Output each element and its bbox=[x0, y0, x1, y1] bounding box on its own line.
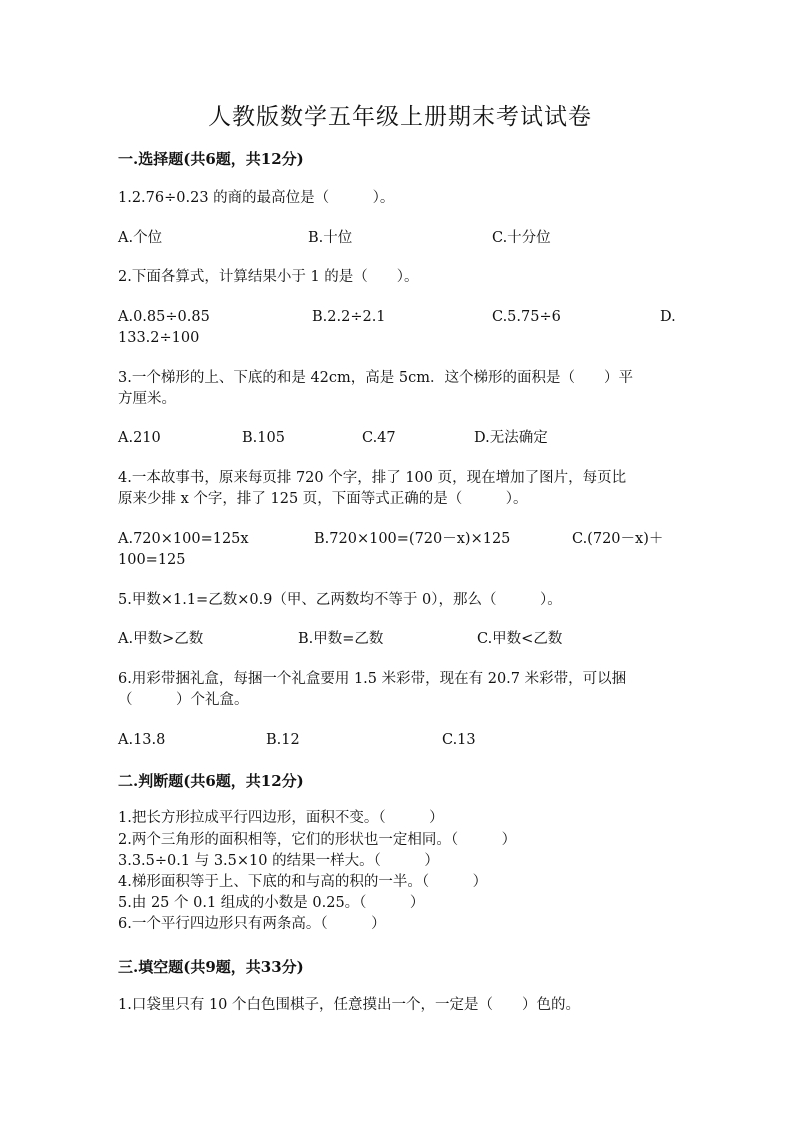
question-1-text: 1.2.76÷0.23 的商的最高位是（ ）。 bbox=[118, 190, 395, 206]
question-4-option-a: A.720×100=125x bbox=[118, 531, 249, 547]
question-1-option-c: C.十分位 bbox=[492, 230, 551, 246]
question-6-option-a: A.13.8 bbox=[118, 732, 166, 748]
question-2-option-b: B.2.2÷2.1 bbox=[312, 309, 386, 325]
question-3-text-line2: 方厘米。 bbox=[118, 391, 176, 407]
question-3-option-c: C.47 bbox=[362, 430, 396, 446]
judgement-item-1: 1.把长方形拉成平行四边形，面积不变。（ ） bbox=[118, 810, 444, 826]
question-6-option-c: C.13 bbox=[442, 732, 476, 748]
section-heading-fill-blank: 三.填空题(共9题，共33分) bbox=[118, 958, 304, 976]
question-5-option-b: B.甲数=乙数 bbox=[298, 631, 384, 647]
question-6-text-line2: （ ）个礼盒。 bbox=[118, 692, 249, 708]
question-3-option-d: D.无法确定 bbox=[474, 430, 548, 446]
question-4-text-line2: 原来少排 x 个字，排了 125 页，下面等式正确的是（ ）。 bbox=[118, 491, 528, 507]
section-heading-choice: 一.选择题(共6题，共12分) bbox=[118, 150, 304, 168]
question-2-text: 2.下面各算式，计算结果小于 1 的是（ ）。 bbox=[118, 269, 419, 285]
fill-blank-question-1: 1.口袋里只有 10 个白色围棋子，任意摸出一个，一定是（ ）色的。 bbox=[118, 997, 581, 1013]
question-3-option-a: A.210 bbox=[118, 430, 161, 446]
question-4-option-b: B.720×100=(720－x)×125 bbox=[314, 531, 511, 547]
question-1-option-b: B.十位 bbox=[308, 230, 353, 246]
judgement-item-3: 3.3.5÷0.1 与 3.5×10 的结果一样大。（ ） bbox=[118, 853, 439, 869]
question-5-option-a: A.甲数>乙数 bbox=[118, 631, 204, 647]
question-5-text: 5.甲数×1.1=乙数×0.9（甲、乙两数均不等于 0），那么（ ）。 bbox=[118, 592, 562, 608]
question-3-text-line1: 3.一个梯形的上、下底的和是 42cm，高是 5cm．这个梯形的面积是（ ）平 bbox=[118, 370, 633, 386]
question-6-text-line1: 6.用彩带捆礼盒，每捆一个礼盒要用 1.5 米彩带，现在有 20.7 米彩带，可以捆 bbox=[118, 671, 627, 687]
question-5-option-c: C.甲数<乙数 bbox=[477, 631, 563, 647]
question-1-option-a: A.个位 bbox=[118, 230, 163, 246]
question-4-option-c-continued: 100=125 bbox=[118, 552, 186, 568]
judgement-item-2: 2.两个三角形的面积相等，它们的形状也一定相同。（ ） bbox=[118, 832, 517, 848]
question-2-option-d: D. bbox=[660, 309, 676, 325]
question-6-option-b: B.12 bbox=[266, 732, 300, 748]
judgement-item-6: 6.一个平行四边形只有两条高。（ ） bbox=[118, 916, 386, 932]
section-heading-true-false: 二.判断题(共6题，共12分) bbox=[118, 772, 304, 790]
question-3-option-b: B.105 bbox=[242, 430, 285, 446]
question-2-option-a: A.0.85÷0.85 bbox=[118, 309, 210, 325]
judgement-item-4: 4.梯形面积等于上、下底的和与高的积的一半。（ ） bbox=[118, 874, 488, 890]
page-title: 人教版数学五年级上册期末考试试卷 bbox=[208, 104, 592, 130]
question-4-text-line1: 4.一本故事书，原来每页排 720 个字，排了 100 页，现在增加了图片，每页比 bbox=[118, 470, 627, 486]
question-4-option-c: C.(720－x)＋ bbox=[572, 531, 664, 547]
question-2-option-d-value: 133.2÷100 bbox=[118, 330, 200, 346]
judgement-item-5: 5.由 25 个 0.1 组成的小数是 0.25。（ ） bbox=[118, 895, 425, 911]
question-2-option-c: C.5.75÷6 bbox=[492, 309, 561, 325]
